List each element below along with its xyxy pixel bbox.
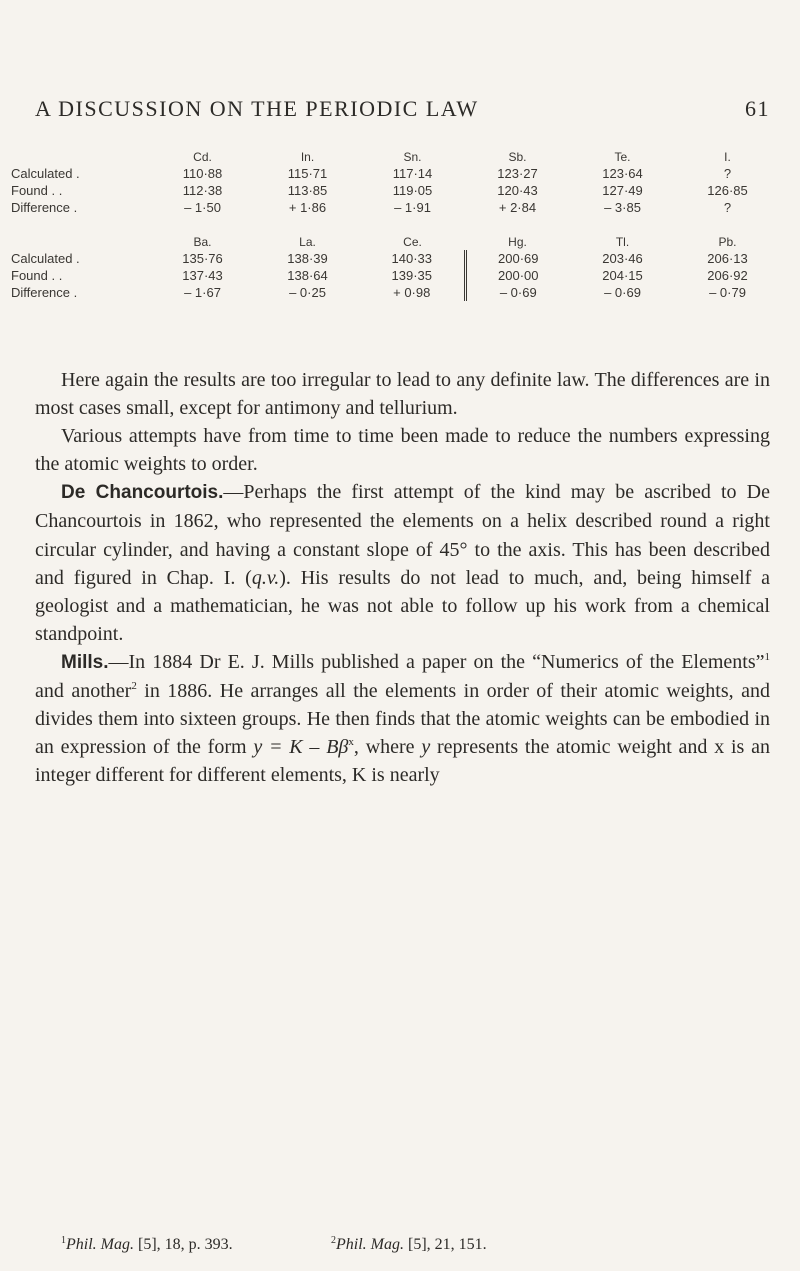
header-title: A DISCUSSION ON THE PERIODIC LAW xyxy=(35,96,479,121)
row-label: Found . . xyxy=(11,183,63,198)
table-cell: – 0·25 xyxy=(289,285,326,300)
table-cell: ? xyxy=(723,200,732,215)
column-header: Hg. xyxy=(508,234,527,249)
row-label: Calculated . xyxy=(11,251,80,266)
table-cell: – 0·79 xyxy=(709,285,746,300)
column-header: Ba. xyxy=(193,234,212,249)
table-cell: 120·43 xyxy=(497,183,538,198)
atomic-weight-table-1 xyxy=(10,148,780,216)
footnote-ref: 1 xyxy=(764,650,770,663)
table-cell: 200·69 xyxy=(465,250,570,267)
table-cell: – 0·69 xyxy=(604,285,641,300)
table-row xyxy=(10,199,780,216)
table-cell: 123·27 xyxy=(497,166,538,181)
footnote: $^2$Phil. Mag. [5], 21, 151. xyxy=(331,1235,487,1253)
column-header: Ce. xyxy=(403,234,422,249)
table-row xyxy=(10,250,780,267)
table-cell: 137·43 xyxy=(182,268,223,283)
table-cell: 206·13 xyxy=(707,251,748,266)
table-cell: 135·76 xyxy=(182,251,223,266)
table-cell: 127·49 xyxy=(602,183,643,198)
page-number: 61 xyxy=(745,96,770,121)
column-header: Sb. xyxy=(508,149,527,164)
paragraph: Here again the results are too irregular to lead to any definite law. The differences are in most cases small, except for antimony and tellurium. xyxy=(35,369,770,420)
table-cell: ? xyxy=(723,166,732,181)
table-row xyxy=(10,165,780,182)
table-row xyxy=(10,182,780,199)
column-header: In. xyxy=(300,149,315,164)
section-heading: Mills. xyxy=(61,651,109,673)
table-cell: 138·39 xyxy=(287,251,328,266)
table-cell: 126·85 xyxy=(707,183,748,198)
table-cell: 203·46 xyxy=(602,251,643,266)
footnotes xyxy=(35,1236,770,1254)
table-cell: 139·35 xyxy=(391,268,432,283)
table-header-row xyxy=(10,233,780,250)
table-row xyxy=(10,267,780,284)
paragraph: Mills.—In 1884 Dr E. J. Mills published a paper on the “Numerics of the Elements”$^1$ and another$^2$ in 1886. He arranges all the elements in order of their atomic weights, and divides them into sixteen groups. He then finds that the atomic weights can be embodied in an expression of the form $y = K - B\beta^x$, where y represents the atomic weight and x is an integer different for different elements, K is nearly xyxy=(35,650,771,787)
row-label: Calculated . xyxy=(11,166,80,181)
section-heading: De Chancourtois. xyxy=(61,482,224,504)
table-cell: 140·33 xyxy=(391,251,432,266)
table-cell: 117·14 xyxy=(392,166,433,181)
table-cell: 112·38 xyxy=(182,183,223,198)
column-header: Pb. xyxy=(718,234,737,249)
table-cell: 200·00 xyxy=(465,267,570,284)
formula: y = K – Bβ xyxy=(253,736,349,759)
table-cell: 113·85 xyxy=(287,183,328,198)
column-header: Te. xyxy=(614,149,631,164)
column-header: Tl. xyxy=(615,234,630,249)
row-label: Found . . xyxy=(11,268,63,283)
table-cell: 123·64 xyxy=(602,166,643,181)
table-cell: + 1·86 xyxy=(288,200,327,215)
table-cell: – 1·91 xyxy=(394,200,431,215)
table-cell: – 1·50 xyxy=(184,200,221,215)
table-row xyxy=(10,284,780,301)
row-label: Difference . xyxy=(11,285,78,300)
running-header xyxy=(35,96,770,122)
footnote-ref: 2 xyxy=(131,680,137,693)
paragraph: Various attempts have from time to time been made to reduce the numbers expressing the atomic weights to order. xyxy=(35,425,770,476)
table-cell: 115·71 xyxy=(287,166,328,181)
table-cell: – 1·67 xyxy=(184,285,221,300)
column-header: I. xyxy=(724,149,731,164)
table-cell: 110·88 xyxy=(182,166,223,181)
column-header: Cd. xyxy=(193,149,212,164)
table-cell: + 2·84 xyxy=(498,200,537,215)
footnote: $^1$Phil. Mag. [5], 18, p. 393. xyxy=(61,1235,233,1253)
table-cell: 138·64 xyxy=(287,268,328,283)
table-cell: – 3·85 xyxy=(604,200,641,215)
column-header: La. xyxy=(299,234,316,249)
table-cell: 206·92 xyxy=(707,268,748,283)
table-cell: + 0·98 xyxy=(393,285,431,300)
table-cell: – 0·69 xyxy=(465,284,570,301)
table-cell: 119·05 xyxy=(392,183,433,198)
column-header: Sn. xyxy=(403,149,422,164)
body-text xyxy=(35,366,770,789)
table-header-row xyxy=(10,148,780,165)
atomic-weight-table-2 xyxy=(10,233,780,301)
row-label: Difference . xyxy=(11,200,78,215)
table-cell: 204·15 xyxy=(602,268,643,283)
paragraph: De Chancourtois.—Perhaps the first attempt of the kind may be ascribed to De Chancourtois in 1862, who represented the elements on a helix described round a right circular cylinder, and having a constant slope of 45° to the axis. This has been described and figured in Chap. I. (q.v.). His results do not lead to much, and, being himself a geologist and a mathematician, he was not able to follow up his work from a chemical standpoint. xyxy=(35,481,770,645)
